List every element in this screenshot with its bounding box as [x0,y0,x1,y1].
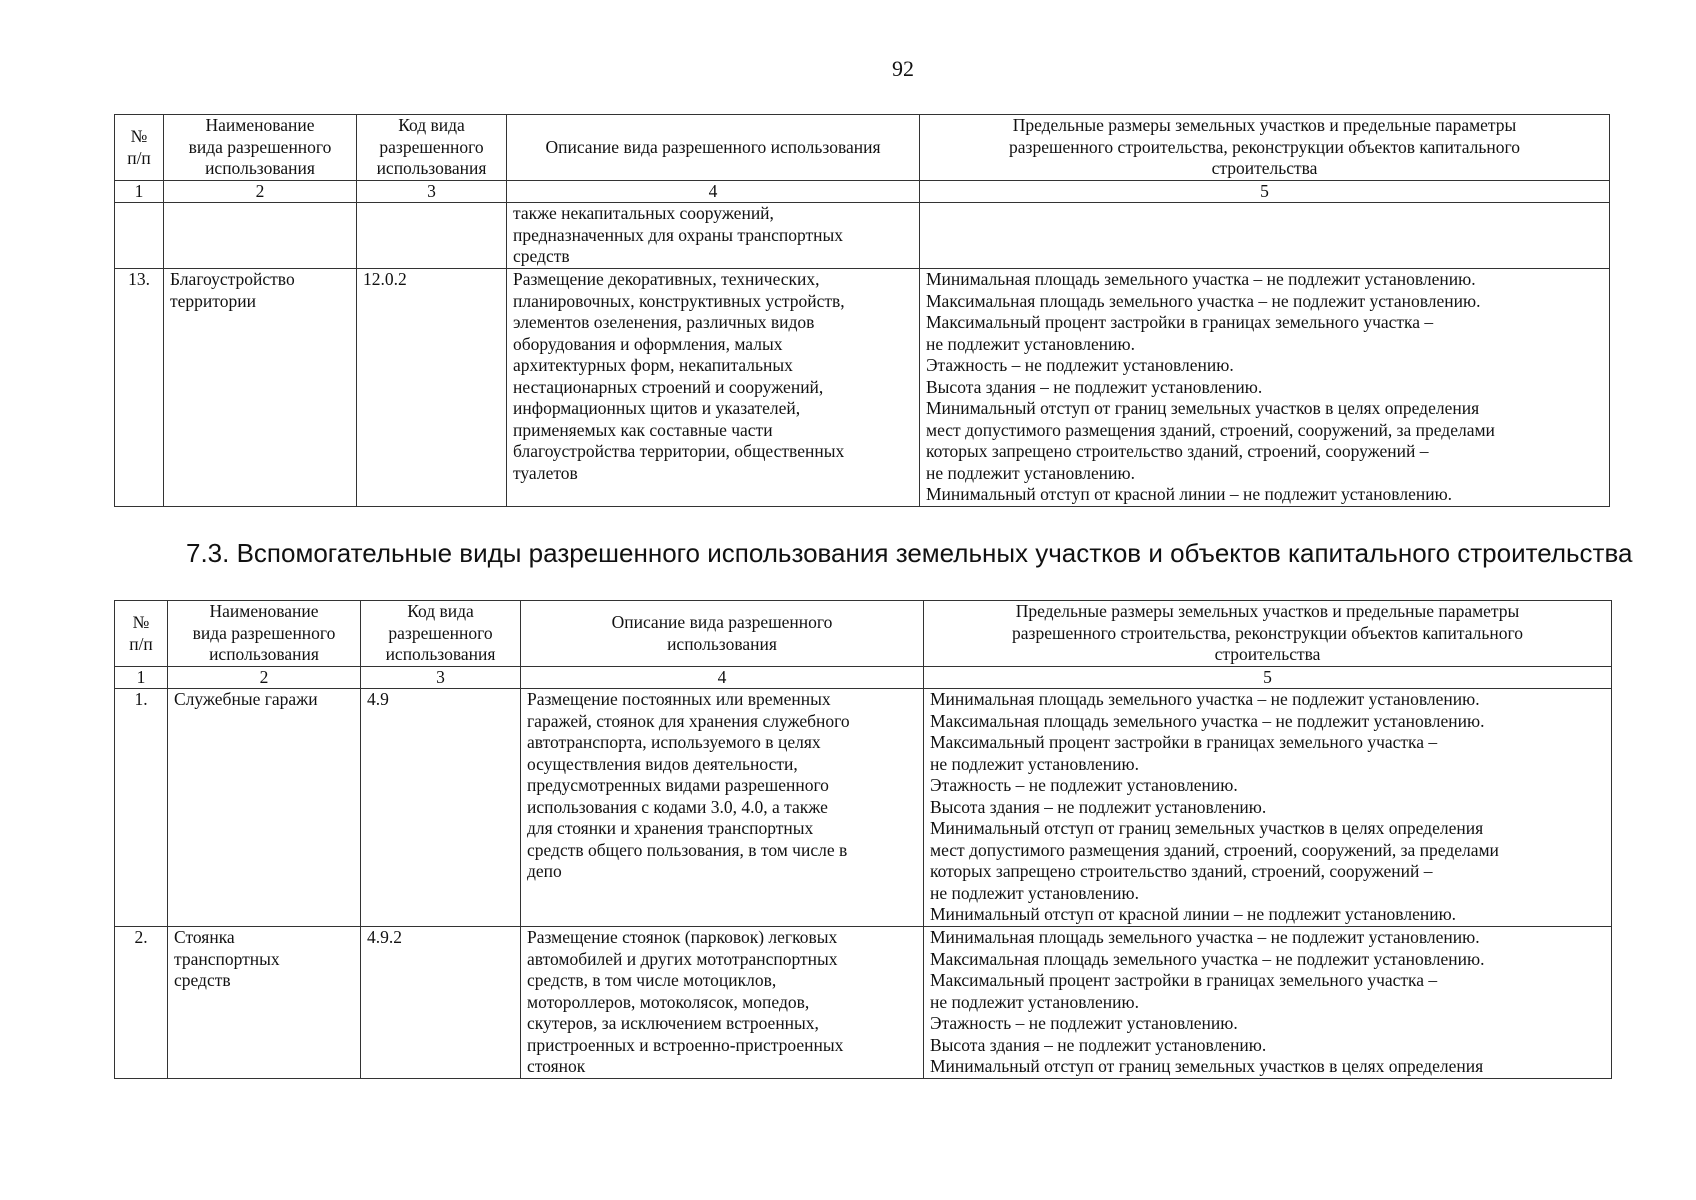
table-header-row [115,601,1612,667]
header-use-code: Код вида разрешенного использования [361,601,521,667]
row-parameters: Минимальная площадь земельного участка – не подлежит установлению. Максимальная площадь земельного участка – не подлежит установлению. Максимальный процент застройки в границах земельного участка – не подлежит установлению. Этажность – не подлежит установлению. Высота здания – не подлежит установлению. Минимальный отступ от границ земельных участков в целях определения мест допустимого размещения зданий, строений, сооружений, за пределами которых запрещено строительство зданий, строений, сооружений – не подлежит установлению. Минимальный отступ от красной линии – не подлежит установлению. [924,689,1612,927]
table-row [115,269,1610,507]
header-use-name: Наименование вида разрешенного использования [168,601,361,667]
row-use-description: Размещение декоративных, технических, планировочных, конструктивных устройств, элементов озеленения, различных видов оборудования и оформления, малых архитектурных форм, некапитальных нестационарных строений и сооружений, информационных щитов и указателей, применяемых как составные части благоустройства территории, общественных туалетов [507,269,920,507]
row-number: 2. [115,927,168,1079]
table-row [115,689,1612,927]
header-number: № п/п [115,601,168,667]
row-use-description: также некапитальных сооружений, предназначенных для охраны транспортных средств [507,203,920,269]
header-use-description: Описание вида разрешенного использования [507,115,920,181]
row-parameters: Минимальная площадь земельного участка – не подлежит установлению. Максимальная площадь земельного участка – не подлежит установлению. Максимальный процент застройки в границах земельного участка – не подлежит установлению. Этажность – не подлежит установлению. Высота здания – не подлежит установлению. Минимальный отступ от границ земельных участков в целях определения мест допустимого размещения зданий, строений, сооружений, за пределами которых запрещено строительство зданий, строений, сооружений – не подлежит установлению. Минимальный отступ от красной линии – не подлежит установлению. [920,269,1610,507]
header-number: № п/п [115,115,164,181]
row-use-name [164,203,357,269]
column-number: 5 [924,667,1612,689]
header-use-code: Код вида разрешенного использования [357,115,507,181]
column-number: 4 [521,667,924,689]
row-number: 13. [115,269,164,507]
row-use-code: 4.9 [361,689,521,927]
header-parameters: Предельные размеры земельных участков и предельные параметры разрешенного строительства, реконструкции объектов капитального строительства [920,115,1610,181]
column-number: 1 [115,181,164,203]
column-number: 3 [357,181,507,203]
column-number: 2 [168,667,361,689]
table-row [115,203,1610,269]
row-use-name: Служебные гаражи [168,689,361,927]
header-parameters: Предельные размеры земельных участков и предельные параметры разрешенного строительства, реконструкции объектов капитального строительства [924,601,1612,667]
header-use-name: Наименование вида разрешенного использования [164,115,357,181]
row-use-description: Размещение стоянок (парковок) легковых автомобилей и других мототранспортных средств, в том числе мотоциклов, мотороллеров, мотоколясок, мопедов, скутеров, за исключением встроенных, пристроенных и встроенно-пристроенных стоянок [521,927,924,1079]
table-row [115,927,1612,1079]
header-use-description: Описание вида разрешенного использования [521,601,924,667]
row-use-name: Стоянка транспортных средств [168,927,361,1079]
row-number [115,203,164,269]
page-number: 92 [892,56,914,81]
column-number-row [115,667,1612,689]
column-number-row [115,181,1610,203]
column-number: 5 [920,181,1610,203]
row-use-code [357,203,507,269]
row-use-description: Размещение постоянных или временных гаражей, стоянок для хранения служебного автотранспорта, используемого в целях осуществления видов деятельности, предусмотренных видами разрешенного использования с кодами 3.0, 4.0, а также для стоянки и хранения транспортных средств общего пользования, в том числе в депо [521,689,924,927]
land-use-table-main-continued [114,114,1610,507]
section-heading: 7.3. Вспомогательные виды разрешенного использования земельных участков и объектов капитального строительства [186,538,1633,568]
column-number: 4 [507,181,920,203]
column-number: 3 [361,667,521,689]
row-parameters: Минимальная площадь земельного участка – не подлежит установлению. Максимальная площадь земельного участка – не подлежит установлению. Максимальный процент застройки в границах земельного участка – не подлежит установлению. Этажность – не подлежит установлению. Высота здания – не подлежит установлению. Минимальный отступ от границ земельных участков в целях определения [924,927,1612,1079]
row-use-code: 12.0.2 [357,269,507,507]
row-parameters [920,203,1610,269]
row-use-name: Благоустройство территории [164,269,357,507]
row-number: 1. [115,689,168,927]
land-use-table-auxiliary [114,600,1612,1079]
table-header-row [115,115,1610,181]
column-number: 1 [115,667,168,689]
row-use-code: 4.9.2 [361,927,521,1079]
column-number: 2 [164,181,357,203]
